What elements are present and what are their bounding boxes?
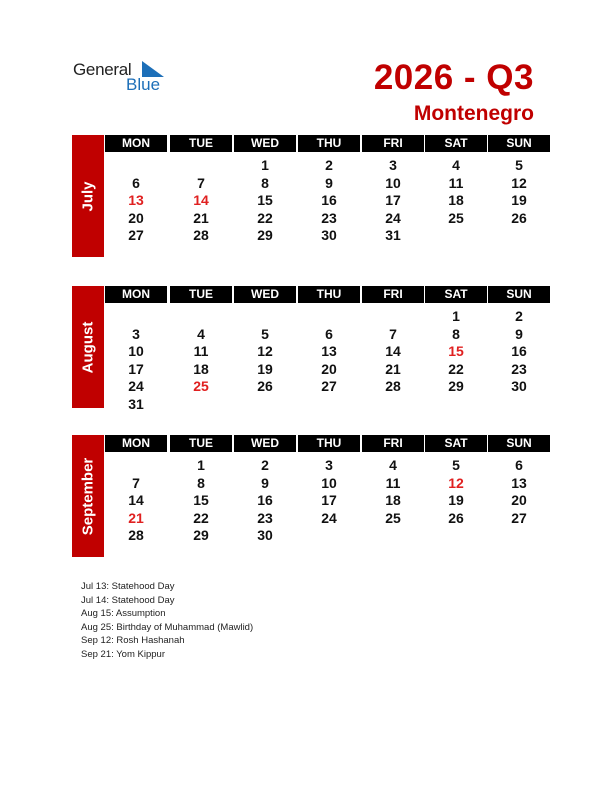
day-cell: 30: [321, 227, 337, 244]
day-cell: 24: [128, 378, 144, 395]
day-cell: 29: [448, 378, 464, 395]
day-cell: 28: [193, 227, 209, 244]
country-name: Montenegro: [413, 102, 534, 125]
day-cell: 16: [321, 192, 337, 209]
holiday-note: Jul 13: Statehood Day: [81, 581, 175, 592]
day-cell: 2: [515, 308, 523, 324]
holiday-note: Sep 21: Yom Kippur: [81, 648, 165, 660]
month-name: July: [79, 180, 97, 212]
month-tab: [72, 435, 104, 557]
day-cell: 8: [197, 474, 205, 491]
day-cell: 25: [448, 209, 464, 226]
day-cell: 1: [452, 308, 460, 324]
weekday-header: [105, 286, 612, 303]
day-cell: 22: [257, 209, 273, 226]
logo: [73, 60, 173, 100]
day-cell: 23: [321, 209, 337, 226]
weekday-label: FRI: [362, 435, 424, 452]
weekday-label: TUE: [170, 286, 232, 303]
day-cell: 7: [389, 325, 397, 342]
weekday-label: FRI: [362, 135, 424, 152]
day-cell: 1: [261, 157, 269, 173]
weekday-label: WED: [234, 135, 296, 152]
day-cell: 6: [132, 174, 140, 191]
day-cell: 19: [511, 192, 527, 209]
logo-general-text: General: [73, 60, 132, 79]
day-cell: 21: [193, 209, 209, 226]
day-cell: 28: [128, 527, 144, 544]
day-cell: 29: [257, 227, 273, 244]
day-cell: 14: [128, 492, 144, 509]
day-cell: 26: [448, 509, 464, 526]
day-cell: 5: [261, 325, 269, 342]
holiday-note: Aug 25: Birthday of Muhammad (Mawlid): [81, 621, 254, 633]
holiday-notes: [81, 580, 253, 662]
day-cell: 3: [389, 157, 397, 173]
day-cell: 27: [511, 509, 527, 526]
day-cell: 18: [193, 360, 209, 377]
weekday-label: WED: [234, 435, 296, 452]
day-cell: 14: [193, 192, 209, 209]
day-cell: 5: [515, 157, 523, 173]
weekday-label: SUN: [488, 435, 550, 452]
day-cell: 9: [325, 174, 333, 191]
day-cell: 7: [132, 474, 140, 491]
day-cell: 17: [321, 492, 337, 509]
day-cell: 27: [321, 378, 337, 395]
day-cell: 3: [132, 325, 140, 342]
day-cell: 20: [321, 360, 337, 377]
day-cell: 2: [325, 157, 333, 173]
weekday-label: TUE: [170, 435, 232, 452]
day-cell: 30: [511, 378, 527, 395]
day-cell: 6: [515, 457, 523, 473]
day-cell: 13: [128, 192, 144, 209]
day-cell: 4: [452, 157, 460, 173]
day-cell: 11: [193, 343, 209, 360]
weekday-label: SAT: [425, 435, 487, 452]
day-cell: 20: [128, 209, 144, 226]
day-cell: 18: [385, 492, 401, 509]
day-cell: 17: [128, 360, 144, 377]
day-cell: 11: [385, 474, 401, 491]
day-cell: 12: [511, 174, 527, 191]
day-cell: 19: [257, 360, 273, 377]
day-cell: 31: [385, 227, 401, 244]
day-cell: 15: [257, 192, 273, 209]
page-title: 2026 - Q3: [373, 58, 534, 97]
month-name: August: [79, 321, 97, 373]
day-cell: 23: [257, 509, 273, 526]
weekday-label: SAT: [425, 286, 487, 303]
day-cell: 9: [261, 474, 269, 491]
day-cell: 20: [511, 492, 527, 509]
day-cell: 11: [448, 174, 464, 191]
weekday-header: [105, 435, 612, 452]
day-cell: 13: [321, 343, 337, 360]
day-cell: 24: [385, 209, 401, 226]
weekday-label: FRI: [362, 286, 424, 303]
day-cell: 4: [197, 325, 205, 342]
weekday-label: MON: [105, 286, 167, 303]
weekday-header: [105, 135, 612, 152]
weekday-label: THU: [298, 135, 360, 152]
day-cell: 29: [193, 527, 209, 544]
logo-blue-text: Blue: [126, 75, 161, 94]
weekday-label: TUE: [170, 135, 232, 152]
day-cell: 26: [511, 209, 527, 226]
day-cell: 18: [448, 192, 464, 209]
month-name: September: [79, 457, 97, 535]
weekday-label: MON: [105, 435, 167, 452]
holiday-note: Aug 15: Assumption: [81, 608, 166, 620]
day-cell: 31: [128, 396, 144, 412]
day-cell: 8: [261, 174, 269, 191]
holiday-note: Jul 14: Statehood Day: [81, 594, 175, 606]
month-tab: [72, 135, 104, 257]
weekday-label: THU: [298, 435, 360, 452]
day-cell: 2: [261, 457, 269, 473]
weekday-label: SUN: [488, 135, 550, 152]
day-cell: 9: [515, 325, 523, 342]
day-cell: 30: [257, 527, 273, 544]
day-cell: 28: [385, 378, 401, 395]
day-cell: 22: [193, 509, 209, 526]
day-cell: 17: [385, 192, 401, 209]
day-cell: 15: [448, 343, 464, 360]
day-cell: 5: [452, 457, 460, 473]
day-cell: 19: [448, 492, 464, 509]
weekday-label: WED: [234, 286, 296, 303]
day-cell: 10: [128, 343, 144, 360]
day-cell: 10: [385, 174, 401, 191]
weekday-label: THU: [298, 286, 360, 303]
day-cell: 23: [511, 360, 527, 377]
day-cell: 13: [511, 474, 527, 491]
weekday-label: SUN: [488, 286, 550, 303]
day-cell: 4: [389, 457, 397, 473]
weekday-label: SAT: [425, 135, 487, 152]
day-cell: 24: [321, 509, 337, 526]
day-cell: 3: [325, 457, 333, 473]
day-cell: 21: [128, 509, 144, 526]
day-cell: 1: [197, 457, 205, 473]
day-cell: 27: [128, 227, 144, 244]
day-cell: 25: [193, 378, 209, 395]
day-cell: 25: [385, 509, 401, 526]
day-cell: 22: [448, 360, 464, 377]
day-cell: 12: [257, 343, 273, 360]
day-cell: 6: [325, 325, 333, 342]
day-cell: 7: [197, 174, 205, 191]
day-cell: 8: [452, 325, 460, 342]
day-cell: 15: [193, 492, 209, 509]
day-cell: 26: [257, 378, 273, 395]
day-cell: 14: [385, 343, 401, 360]
day-cell: 16: [511, 343, 527, 360]
weekday-label: MON: [105, 135, 167, 152]
holiday-note: Sep 12: Rosh Hashanah: [81, 635, 185, 647]
month-tab: [72, 286, 104, 408]
day-cell: 10: [321, 474, 337, 491]
day-cell: 12: [448, 474, 464, 491]
day-cell: 21: [385, 360, 401, 377]
day-cell: 16: [257, 492, 273, 509]
